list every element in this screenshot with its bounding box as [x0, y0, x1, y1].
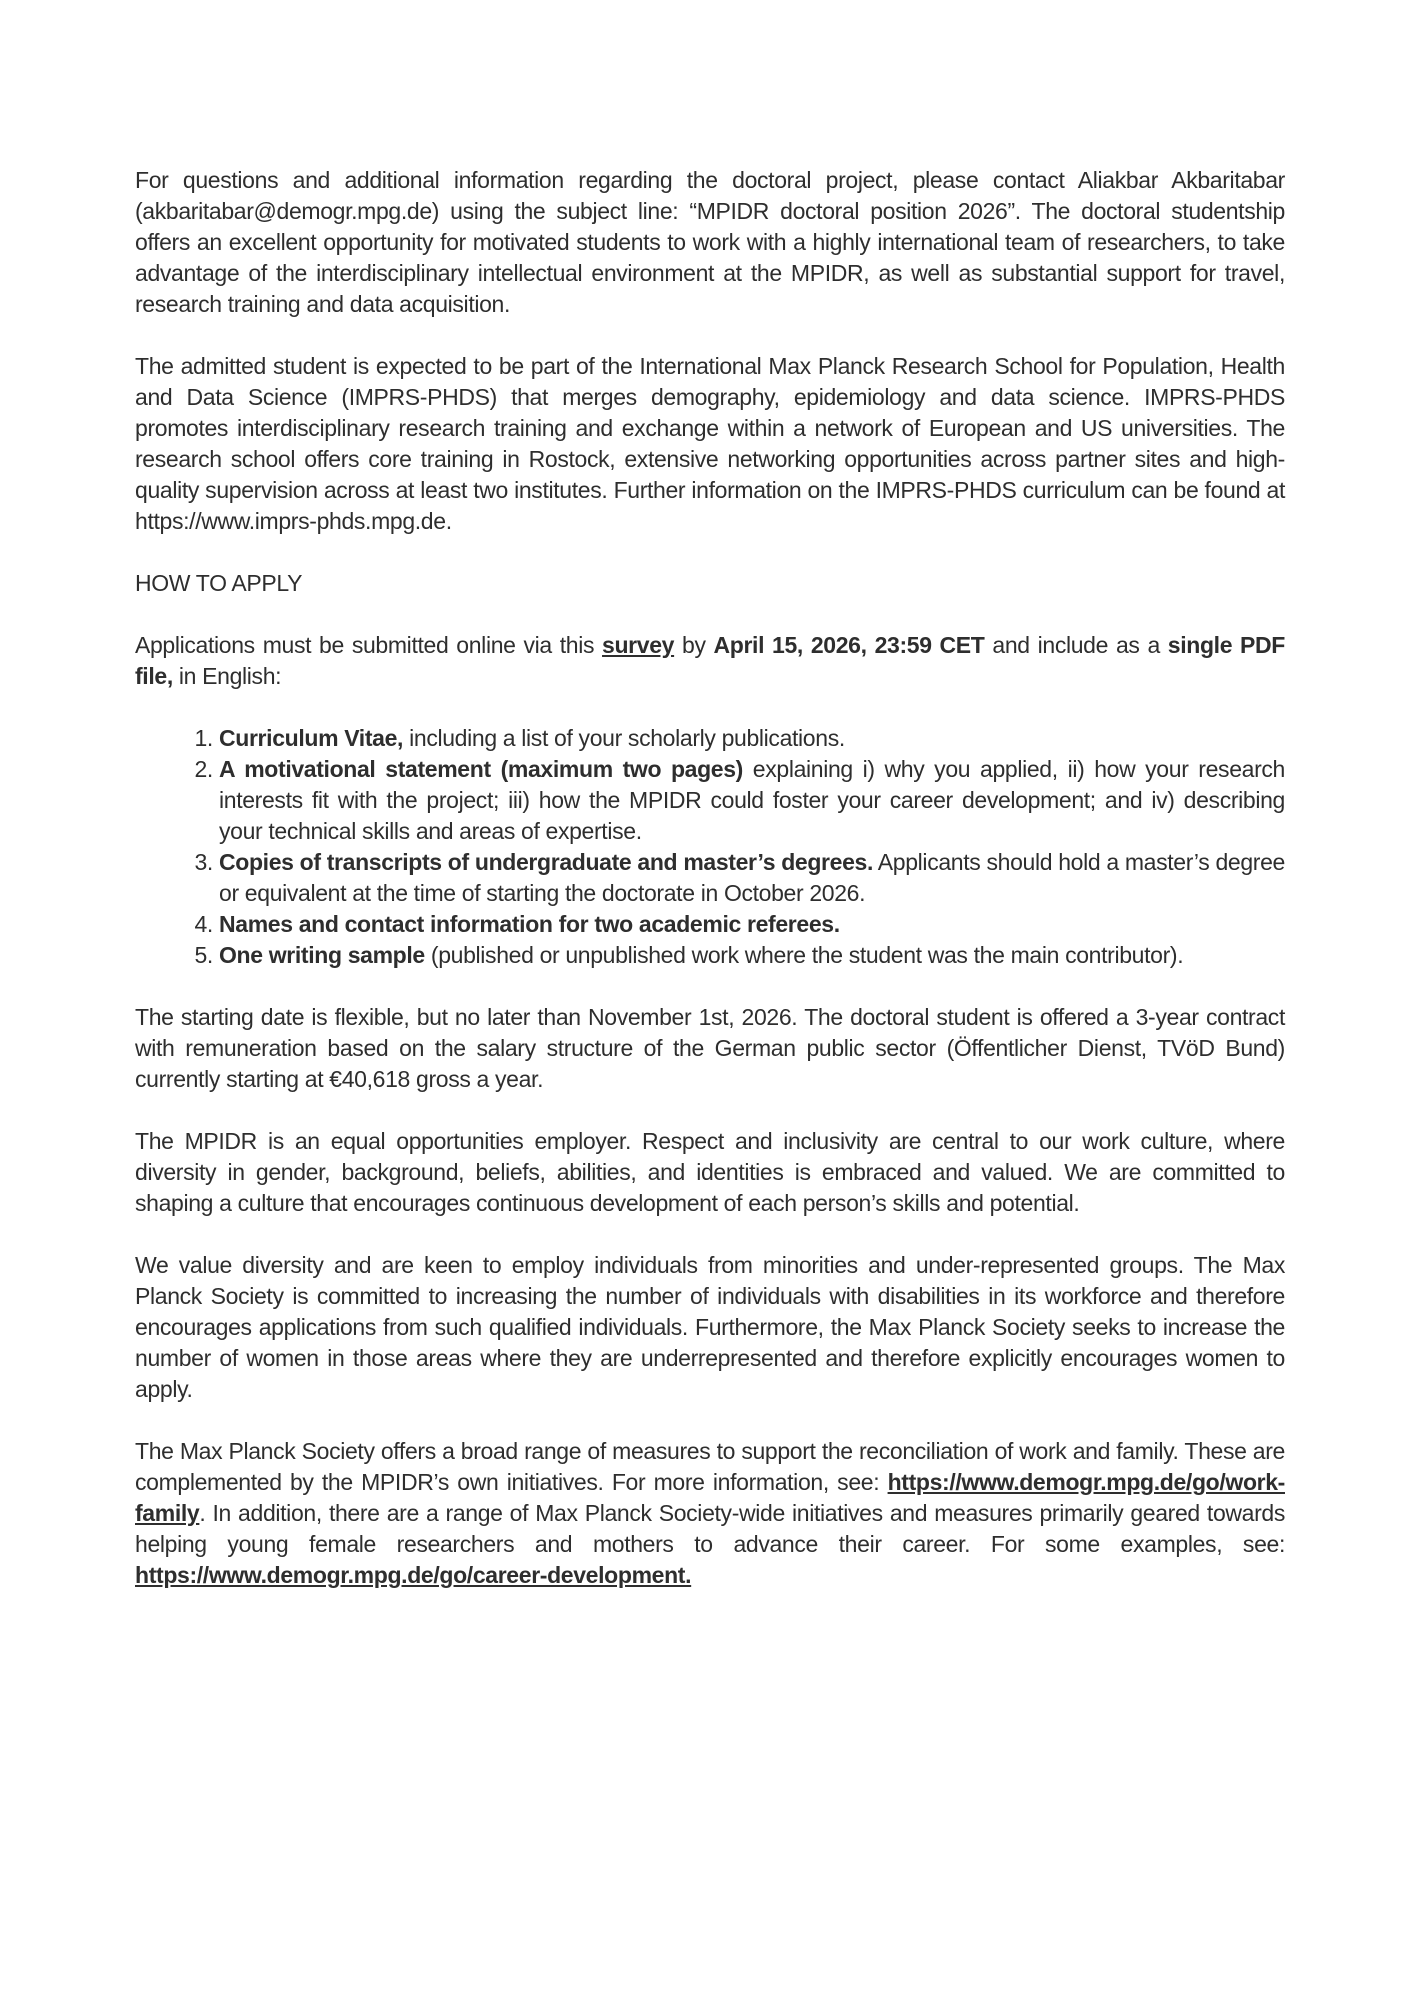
- requirement-title: Copies of transcripts of undergraduate and master’s degrees.: [219, 849, 873, 875]
- requirement-title: Names and contact information for two academic referees.: [219, 911, 840, 937]
- requirement-title: Curriculum Vitae,: [219, 725, 404, 751]
- requirement-item: [219, 909, 1285, 940]
- equal-opportunities-paragraph: The MPIDR is an equal opportunities employer. Respect and inclusivity are central to our work culture, where diversity in gender, background, beliefs, abilities, and identities is embraced and valued. We are committed to shaping a culture that encourages continuous development of each person’s skills and potential.: [135, 1128, 1285, 1216]
- work-family-link[interactable]: https://www.demogr.mpg.de/go/work-family: [135, 1469, 1285, 1526]
- family-paragraph: [135, 1436, 1285, 1591]
- requirement-detail: Applicants should hold a master’s degree or equivalent at the time of starting the doctorate in October 2026.: [219, 849, 1285, 906]
- family-text-2: . In addition, there are a range of Max Planck Society-wide initiatives and measures primarily geared towards helping young female researchers and mothers to advance their career. For some examples, see:: [135, 1500, 1285, 1557]
- diversity-paragraph: We value diversity and are keen to employ individuals from minorities and under-represented groups. The Max Planck Society is committed to increasing the number of individuals with disabilities in its workforce and therefore encourages applications from such qualified individuals. Furthermore, the Max Planck Society seeks to increase the number of women in those areas where they are underrepresented and therefore explicitly encourages women to apply.: [135, 1252, 1285, 1402]
- pdf-format: single PDF file,: [135, 632, 1286, 689]
- requirement-item: [219, 940, 1285, 971]
- requirement-detail: (published or unpublished work where the student was the main contributor).: [424, 942, 1184, 968]
- apply-intro-end: in English:: [172, 663, 282, 689]
- apply-intro-by: by: [674, 632, 714, 658]
- contract-paragraph: The starting date is flexible, but no later than November 1st, 2026. The doctoral student is offered a 3-year contract with remuneration based on the salary structure of the German public sector (Öffentlicher Dienst, TVöD Bund) currently starting at €40,618 gross a year.: [135, 1004, 1285, 1092]
- requirement-item: [219, 847, 1285, 909]
- requirement-detail: including a list of your scholarly publications.: [403, 725, 845, 751]
- requirement-title: A motivational statement (maximum two pages): [219, 756, 743, 782]
- survey-link[interactable]: survey: [602, 632, 675, 658]
- application-requirements-list: [135, 723, 1285, 971]
- career-development-link[interactable]: https://www.demogr.mpg.de/go/career-development.: [135, 1562, 692, 1588]
- requirement-item: [219, 723, 1285, 754]
- apply-intro-after: and include as a: [984, 632, 1168, 658]
- family-text-1: The Max Planck Society offers a broad range of measures to support the reconciliation of work and family. These are complemented by the MPIDR’s own initiatives. For more information, see:: [135, 1438, 1285, 1495]
- contact-paragraph: For questions and additional information regarding the doctoral project, please contact Aliakbar Akbaritabar (akbaritabar@demogr.mpg.de) using the subject line: “MPIDR doctoral position 2026”. The doctoral studentship offers an excellent opportunity for motivated students to work with a highly international team of researchers, to take advantage of the interdisciplinary intellectual environment at the MPIDR, as well as substantial support for travel, research training and data acquisition.: [135, 167, 1285, 317]
- apply-intro: [135, 630, 1285, 692]
- apply-intro-text: Applications must be submitted online via this: [135, 632, 603, 658]
- deadline: April 15, 2026, 23:59 CET: [713, 632, 985, 658]
- requirement-item: [219, 754, 1285, 847]
- requirement-title: One writing sample: [219, 942, 425, 968]
- requirement-detail: explaining i) why you applied, ii) how your research interests fit with the project; iii) how the MPIDR could foster your career development; and iv) describing your technical skills and areas of expertise.: [219, 756, 1285, 844]
- imprs-paragraph: The admitted student is expected to be part of the International Max Planck Research School for Population, Health and Data Science (IMPRS-PHDS) that merges demography, epidemiology and data science. IMPRS-PHDS promotes interdisciplinary research training and exchange within a network of European and US universities. The research school offers core training in Rostock, extensive networking opportunities across partner sites and high-quality supervision across at least two institutes. Further information on the IMPRS-PHDS curriculum can be found at https://www.imprs-phds.mpg.de.: [135, 353, 1285, 534]
- document-page: [135, 165, 1285, 1622]
- how-to-apply-heading: HOW TO APPLY: [135, 570, 303, 596]
